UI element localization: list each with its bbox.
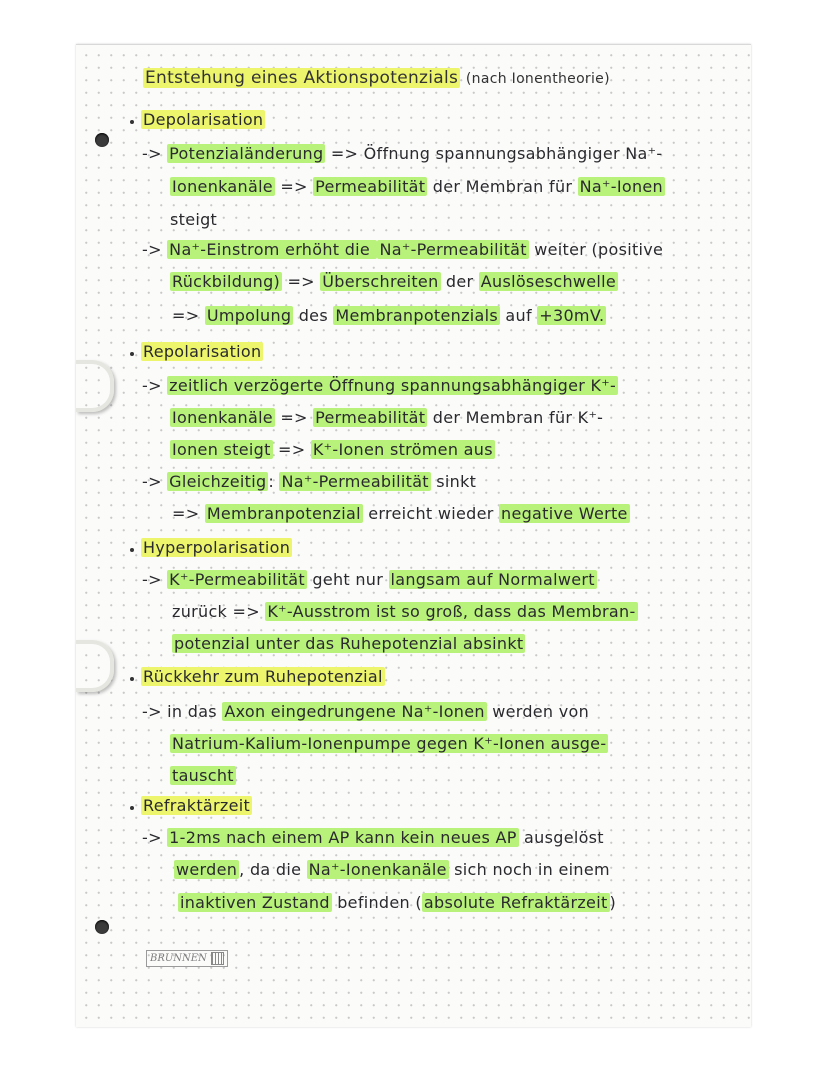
repol-l5-text: erreicht wieder [362,504,500,523]
repol-l1-arrow: -> [142,376,168,395]
hyper-line-2 [172,602,638,621]
depol-l5-text: der [440,272,479,291]
heading-hyperpolarisation-text: Hyperpolarisation [143,538,291,557]
depol-l6-arrow: => [172,306,205,325]
depol-l6-h2: Membranpotenzials [335,306,499,325]
rueck-l1-text2: werden von [486,702,590,721]
depol-l6-text2: auf [500,306,538,325]
repol-l4-text: sinkt [430,472,477,491]
refr-l3-h1: inaktiven Zustand [180,893,330,912]
depol-l2-h2: Permeabilität [315,177,426,196]
rueck-l3-h1: tauscht [172,766,234,785]
refr-l1-arrow: -> [142,828,168,847]
repol-l4-arrow: -> [142,472,168,491]
rueck-line-3 [170,766,236,785]
binder-ring-bottom [76,640,114,692]
heading-depolarisation-text: Depolarisation [143,110,264,129]
repol-l1-h1: zeitlich verzögerte Öffnung spannungsabhängiger K⁺- [169,376,617,395]
depol-l3-text: steigt [170,210,218,229]
repol-l2-h1: Ionenkanäle [172,408,273,427]
punch-hole-top [95,133,109,147]
refr-l2-h1: werden [176,860,238,879]
depol-l1-h1: Potenzialänderung [169,144,324,163]
repol-l5-h2: negative Werte [501,504,628,523]
refr-line-2 [174,860,610,879]
repol-l4-h2: Na⁺-Permeabilität [281,472,429,491]
repol-l4-colon: : [268,472,280,491]
hyper-l1-arrow: -> [142,570,168,589]
heading-refraktaerzeit-text: Refraktärzeit [143,796,251,815]
repol-l4-h1: Gleichzeitig [169,472,267,491]
hyper-l2-text1: zurück [172,602,228,621]
depol-l4-h1: Na⁺-Einstrom erhöht die [169,240,376,259]
hyper-line-1 [142,570,597,589]
repol-l3-h2: K⁺-Ionen strömen aus [312,440,493,459]
refr-l2-text1: , da die [239,860,307,879]
repol-l5-arrow: => [172,504,205,523]
repol-l2-h2: Permeabilität [315,408,426,427]
depol-line-1 [142,144,662,163]
heading-repolarisation-text: Repolarisation [143,342,262,361]
depol-l5-h1: Rückbildung) [172,272,281,291]
heading-rueckkehr [141,667,385,686]
rueck-l1-text1: -> in das [142,702,223,721]
depol-l2-text: der Membran für [427,177,578,196]
depol-l1-text: Öffnung spannungsabhängiger Na⁺- [363,144,663,163]
heading-depolarisation [141,110,265,129]
bullet-repolarisation [130,352,134,356]
depol-l4-text: weiter (positive [528,240,664,259]
depol-l4-h2: Na⁺-Permeabilität [379,240,527,259]
binder-ring-top [76,360,114,412]
hyper-l2-arrow: => [227,602,266,621]
repol-line-3 [170,440,495,459]
heading-rueckkehr-text: Rückkehr zum Ruhepotenzial [143,667,383,686]
refr-l3-h2: absolute Refraktärzeit [423,893,608,912]
hyper-line-3 [172,634,525,653]
depol-l6-h3: +30mV. [539,306,605,325]
refr-l2-text2: sich noch in einem [448,860,610,879]
refr-line-1 [142,828,604,847]
heading-hyperpolarisation [141,538,292,557]
refr-l3-text2: ) [609,893,617,912]
rueck-line-2 [170,734,608,753]
rueck-line-1 [142,702,589,721]
refr-l3-text1: befinden ( [331,893,422,912]
depol-l5-h3: Auslöseschwelle [480,272,617,291]
depol-l4-arrow: -> [142,240,168,259]
refr-l1-h1: 1-2ms nach einem AP kann kein neues AP [169,828,517,847]
depol-line-4 [142,240,663,259]
bullet-hyperpolarisation [130,548,134,552]
depol-l5-h2: Überschreiten [322,272,439,291]
bullet-depolarisation [130,120,134,124]
hyper-l1-h2: langsam auf Normalwert [390,570,595,589]
depol-line-6 [172,306,606,325]
depol-line-3 [170,210,217,229]
brand-text: BRUNNEN [150,953,207,964]
refr-line-3 [178,893,616,912]
repol-line-1 [142,376,618,395]
repol-l2-arrow: => [274,408,314,427]
repol-line-4 [142,472,476,491]
hyper-l1-text: geht nur [306,570,389,589]
repol-l3-h1: Ionen steigt [172,440,271,459]
depol-l2-h1: Ionenkanäle [172,177,273,196]
repol-l5-h1: Membranpotenzial [206,504,361,523]
hyper-l2-h1: K⁺-Ausstrom ist so groß, dass das Membran- [267,602,636,621]
repol-line-5 [172,504,630,523]
depol-l2-h3: Na⁺-Ionen [579,177,663,196]
heading-refraktaerzeit [141,796,252,815]
depol-l5-arrow: => [282,272,321,291]
refr-l2-h2: Na⁺-Ionenkanäle [308,860,447,879]
punch-hole-bottom [95,920,109,934]
refr-l1-text: ausgelöst [518,828,604,847]
brunnen-logo [146,950,228,967]
title-note: (nach Ionentheorie) [465,71,610,87]
depol-l1-arrow2: => [325,144,364,163]
page-title [143,68,703,88]
hyper-l3-h1: potenzial unter das Ruhepotenzial absinkt [174,634,524,653]
repol-line-2 [170,408,603,427]
depol-line-5 [170,272,618,291]
bullet-refraktaerzeit [130,806,134,810]
bullet-rueckkehr [130,677,134,681]
rueck-l2-h1: Natrium-Kalium-Ionenpumpe gegen K⁺-Ionen ausge- [172,734,607,753]
depol-l6-h1: Umpolung [206,306,292,325]
depol-l2-arrow: => [274,177,314,196]
heading-repolarisation [141,342,263,361]
depol-line-2 [170,177,665,196]
hyper-l1-h1: K⁺-Permeabilität [169,570,305,589]
depol-l1-arrow: -> [142,144,168,163]
rueck-l1-h1: Axon eingedrungene Na⁺-Ionen [224,702,485,721]
repol-l2-text: der Membran für K⁺- [427,408,604,427]
brand-logo-icon [211,952,224,965]
repol-l3-arrow: => [272,440,311,459]
depol-l6-text1: des [293,306,334,325]
title-main: Entstehung eines Aktionspotenzials [145,68,459,88]
